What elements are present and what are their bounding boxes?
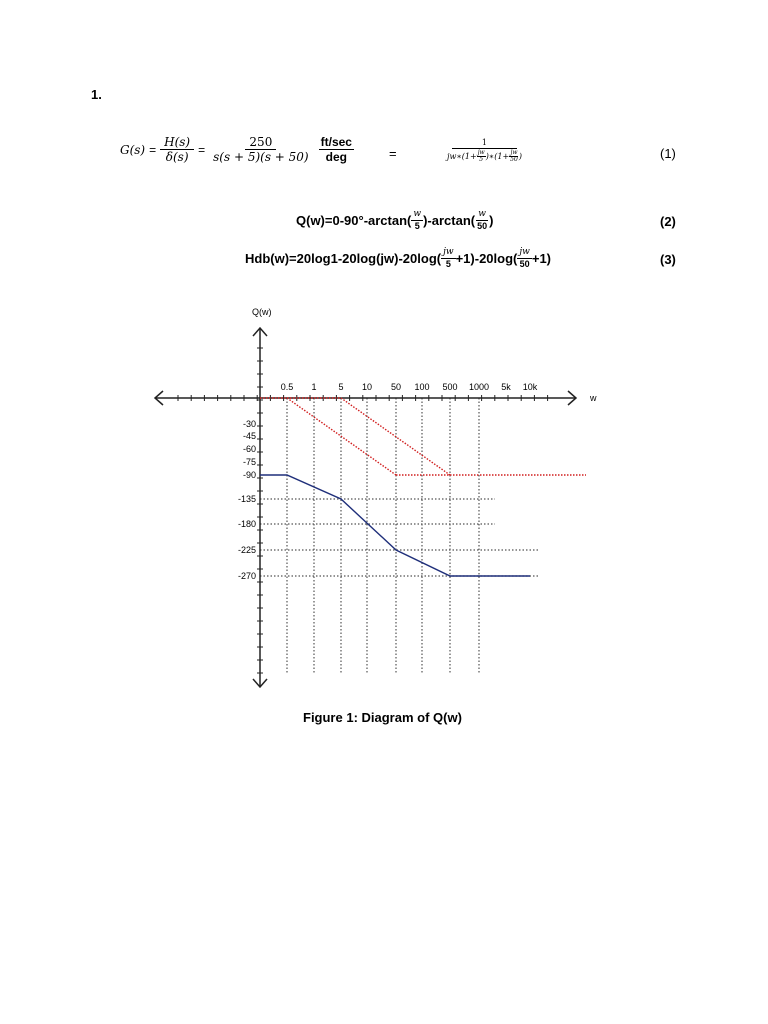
x-tick-label: 10k — [522, 382, 538, 392]
x-tick-label: 10 — [361, 382, 373, 392]
y-tick-label: -30 — [242, 419, 256, 429]
eq1-den2: s(s + 5)(s + 50) — [213, 150, 309, 164]
eq3-frac-jw-5: $\frac{jw}{5}$ — [443, 247, 454, 269]
x-tick-label: 500 — [442, 382, 458, 392]
y-tick-label: -135 — [237, 494, 256, 504]
series-layer — [260, 398, 586, 576]
x-tick-label: 50 — [390, 382, 402, 392]
eq1-rhs-equals: = — [389, 146, 397, 161]
eq1-unit-den: deg — [325, 150, 347, 164]
eq3-part2: +1)-20log( — [455, 251, 518, 266]
x-tick-label: 0.5 — [280, 382, 294, 392]
eq3-part1: Hdb(w)=20log1-20log(jw)-20log( — [245, 251, 442, 266]
x-tick-label: 1000 — [468, 382, 490, 392]
y-tick-label: -90 — [242, 470, 256, 480]
eq3-part3: +1) — [531, 251, 552, 266]
x-tick-label: 100 — [414, 382, 430, 392]
eq3-frac-jw-50: $\frac{jw}{50}$ — [519, 247, 530, 269]
y-tick-label: -225 — [237, 545, 256, 555]
eq2-frac-w-50: $\frac{w}{50}$ — [477, 209, 488, 231]
y-tick-label: -75 — [242, 457, 256, 467]
eq1-den1: δ(s) — [165, 150, 189, 164]
eq1-rhs-den-b: (1+ — [461, 151, 477, 161]
eq1-num2: 250 — [245, 136, 276, 150]
x-tick-label: 5 — [338, 382, 344, 392]
eq3-number: (3) — [660, 252, 676, 267]
x-tick-label: 1 — [311, 382, 317, 392]
y-tick-label: -270 — [237, 571, 256, 581]
y-tick-label: -45 — [242, 431, 256, 441]
eq1-rhs-den-c: )∗ — [485, 151, 495, 161]
eq1-rhs-den-frac-50: $\frac{jw}{50}$ — [510, 149, 518, 163]
eq1-num1: H(s) — [160, 136, 194, 150]
eq2-part3: ) — [489, 213, 494, 228]
y-tick-label: -180 — [237, 519, 256, 529]
eq1-equals-2: = — [198, 142, 206, 157]
eq1-unit-num: ft/sec — [320, 135, 352, 149]
eq1-equals: = — [149, 142, 157, 157]
y-tick-label: -60 — [242, 444, 256, 454]
x-tick-label: 5k — [501, 382, 511, 392]
eq1-rhs-den-d: (1+ — [494, 151, 510, 161]
y-axis-label: Q(w) — [252, 307, 272, 317]
eq2-part2: )-arctan( — [423, 213, 476, 228]
eq1-rhs-den-e: ) — [518, 151, 522, 161]
figure-caption: Figure 1: Diagram of Q(w) — [303, 710, 462, 725]
label-layer — [238, 307, 597, 581]
eq1-rhs-den-frac-5: $\frac{jw}{5}$ — [477, 149, 485, 163]
x-axis-label: w — [590, 393, 597, 403]
eq1-rhs-den-a: jw∗ — [447, 151, 462, 161]
eq1-rhs-num: 1 — [452, 139, 517, 149]
eq1-lhs: G(s) — [120, 142, 146, 157]
eq2-frac-w-5: $\frac{w}{5}$ — [413, 209, 422, 231]
series-line-1 — [260, 475, 530, 576]
eq2-number: (2) — [660, 214, 676, 229]
problem-number: 1. — [91, 87, 102, 102]
eq2-part1: Q(w)=0-90°-arctan( — [296, 213, 412, 228]
eq1-number: (1) — [660, 146, 676, 161]
